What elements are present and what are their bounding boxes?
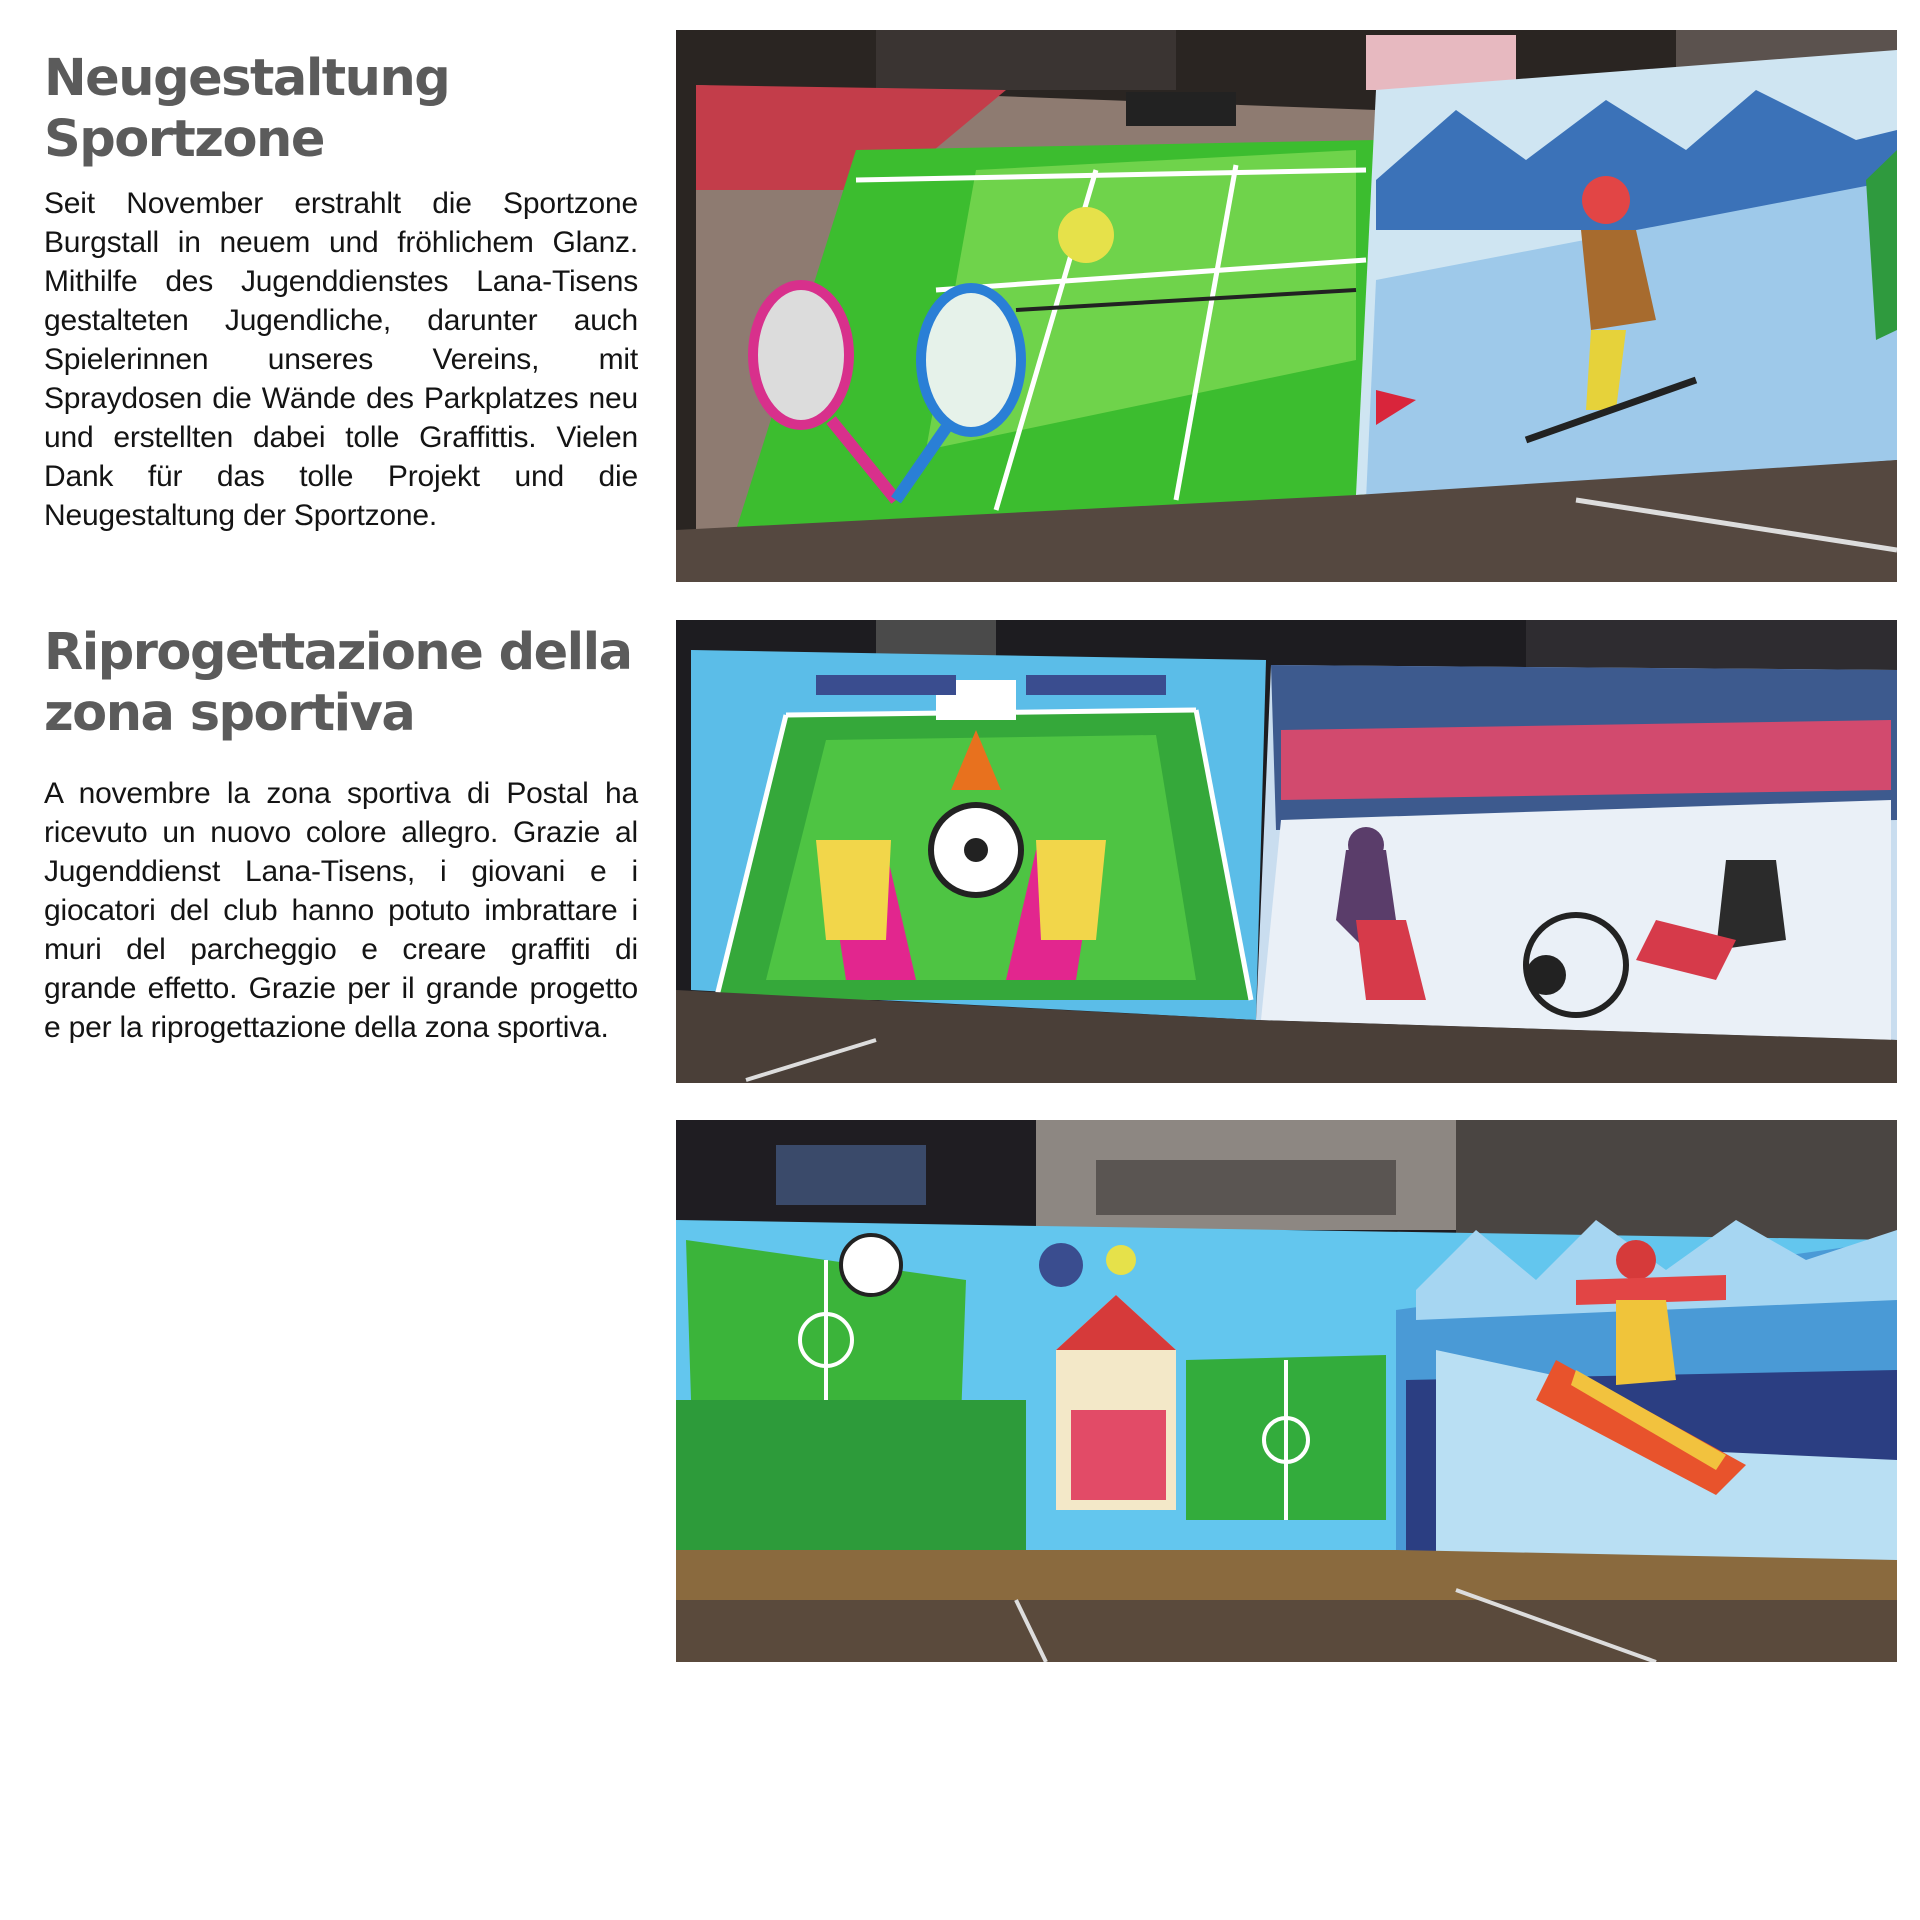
heading-italian-line2: zona sportiva <box>44 684 415 743</box>
body-german: Seit November erstrahlt die Sportzone Burgstall in neuem und fröhlichem Glanz. Mithilfe des Jugenddienstes Lana-Tisens gestalteten Jugendliche, darunter auch Spielerinnen unseres Vereins, mit Spraydosen die Wände des Parkplatzes neu und erstellten dabei tolle Graffittis. Vielen Dank für das tolle Projekt und die Neugestaltung der Sportzone. <box>44 187 638 532</box>
section-italian <box>44 622 638 1047</box>
heading-german-line1: Neugestaltung <box>44 49 450 108</box>
heading-italian <box>44 622 638 744</box>
heading-german <box>44 48 638 170</box>
photo-football-snowboard-mural <box>676 1120 1897 1662</box>
heading-italian-line1: Riprogettazione della <box>44 623 632 682</box>
photo-football-hockey-mural <box>676 620 1897 1083</box>
heading-german-line2: Sportzone <box>44 110 324 169</box>
section-german <box>44 48 638 535</box>
photo-tennis-ski-mural <box>676 30 1897 582</box>
body-italian: A novembre la zona sportiva di Postal ha ricevuto un nuovo colore allegro. Grazie al Jugenddienst Lana-Tisens, i giovani e i giocatori del club hanno potuto imbrattare i muri del parcheggio e creare graffiti di grande effetto. Grazie per il grande progetto e per la riprogettazione della zona sportiva. <box>44 777 638 1044</box>
